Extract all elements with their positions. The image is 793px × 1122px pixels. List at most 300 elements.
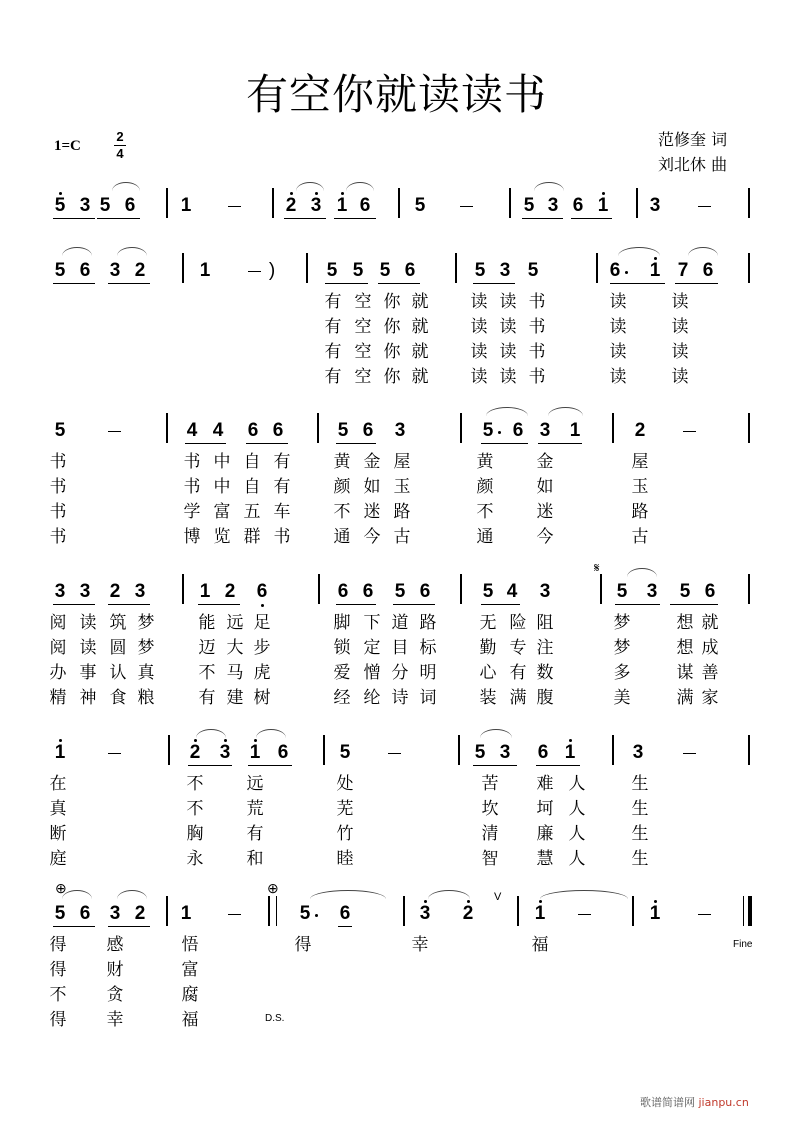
note: 1 [249,742,261,763]
lyric-syllable: 定 [363,638,381,658]
note: 6 [419,581,431,602]
note: 5 [337,420,349,441]
lyric-syllable: 梦 [613,613,631,633]
lyric-syllable: 智 [481,849,499,869]
note: 3 [499,742,511,763]
lyric-syllable: 梦 [137,613,155,633]
bar-line [166,413,168,443]
note: 3 [310,195,322,216]
lyric-syllable: 芜 [336,799,354,819]
note: 1 [564,742,576,763]
note: 5 [482,581,494,602]
lyric-syllable: 想 [676,638,694,658]
note: 4 [186,420,198,441]
ds-marking: D.S. [265,1013,285,1024]
lyric-syllable: 目 [391,638,409,658]
slur [310,890,386,899]
lyric-syllable: 空 [354,367,372,387]
lyric-syllable: 词 [419,688,437,708]
note: 6 [537,742,549,763]
note: 5 [379,260,391,281]
note: 1 [534,903,546,924]
lyric-syllable: 生 [631,774,649,794]
lyric-syllable: 读 [671,317,689,337]
lyric-syllable: 富 [181,960,199,980]
lyric-syllable: 今 [363,527,381,547]
lyric-syllable: 虎 [253,663,271,683]
lyric-syllable: 难 [536,774,554,794]
lyric-syllable: 书 [49,452,67,472]
lyric-syllable: 古 [393,527,411,547]
beam-underline [185,443,226,444]
octave-dot-above [254,739,257,742]
lyric-syllable: 不 [186,774,204,794]
lyric-syllable: 得 [294,935,312,955]
lyric-syllable: 远 [226,613,244,633]
augmentation-dot [498,431,501,434]
hold-dash [698,914,711,915]
bar-line [168,735,170,765]
note: 3 [109,260,121,281]
lyric-syllable: 路 [419,613,437,633]
bar-line [166,188,168,218]
lyric-syllable: 中 [213,477,231,497]
lyric-syllable: 你 [383,367,401,387]
lyric-syllable: 脚 [333,613,351,633]
lyric-syllable: 你 [383,342,401,362]
lyric-syllable: 纶 [363,688,381,708]
lyric-syllable: 不 [333,502,351,522]
lyric-syllable: 多 [613,663,631,683]
lyric-syllable: 贪 [106,985,124,1005]
lyric-syllable: 屋 [631,452,649,472]
lyric-syllable: 阻 [536,613,554,633]
lyric-syllable: 梦 [613,638,631,658]
octave-dot-above [59,739,62,742]
lyric-syllable: 建 [226,688,244,708]
lyric-syllable: 就 [411,292,429,312]
bar-line [636,188,638,218]
repeat-bar [276,896,277,926]
note: 3 [79,581,91,602]
note: 6 [272,420,284,441]
note: 6 [702,260,714,281]
lyric-syllable: 幸 [411,935,429,955]
segno-sign: 𝄋 [594,560,600,575]
beam-underline [378,283,420,284]
lyric-syllable: 诗 [391,688,409,708]
lyric-syllable: 不 [186,799,204,819]
beam-underline [246,443,288,444]
lyric-syllable: 空 [354,342,372,362]
octave-dot-above [424,900,427,903]
lyric-syllable: 成 [701,638,719,658]
lyric-syllable: 谋 [676,663,694,683]
lyric-syllable: 认 [109,663,127,683]
lyric-syllable: 人 [568,824,586,844]
lyric-syllable: 书 [273,527,291,547]
note: 5 [394,581,406,602]
lyric-syllable: 金 [363,452,381,472]
note: 3 [499,260,511,281]
beam-underline [336,604,376,605]
note: 5 [54,195,66,216]
lyric-syllable: 苦 [481,774,499,794]
lyric-syllable: 路 [393,502,411,522]
note: 5 [54,420,66,441]
hold-dash [460,206,473,207]
lyric-syllable: 读 [671,367,689,387]
octave-dot-above [224,739,227,742]
lyric-syllable: 竹 [336,824,354,844]
slur [117,890,147,899]
lyric-syllable: 颜 [476,477,494,497]
lyric-syllable: 梦 [137,638,155,658]
lyric-syllable: 勤 [479,638,497,658]
lyric-syllable: 标 [419,638,437,658]
hold-dash [228,206,241,207]
lyric-syllable: 清 [481,824,499,844]
beam-underline [338,926,352,927]
note: 2 [109,581,121,602]
lyric-syllable: 处 [336,774,354,794]
lyric-syllable: 生 [631,849,649,869]
lyric-syllable: 读 [79,613,97,633]
lyric-syllable: 憎 [363,663,381,683]
bar-line [318,574,320,604]
note: 2 [285,195,297,216]
bar-line [317,413,319,443]
lyric-syllable: 财 [106,960,124,980]
note: 7 [677,260,689,281]
bar-line [460,574,462,604]
bar-line [455,253,457,283]
lyric-syllable: 路 [631,502,649,522]
note: 3 [219,742,231,763]
note: 5 [482,420,494,441]
bar-line [403,896,405,926]
lyric-syllable: 通 [476,527,494,547]
note: 1 [180,903,192,924]
lyric-syllable: 树 [253,688,271,708]
slur [428,890,470,899]
lyric-syllable: 有 [198,688,216,708]
lyric-syllable: 读 [499,342,517,362]
watermark: 歌谱简谱网 jianpu.cn [640,1096,749,1109]
bar-line [748,413,750,443]
note: 2 [462,903,474,924]
lyric-syllable: 读 [609,342,627,362]
lyricist-credit: 范修奎 词 [658,130,728,149]
lyric-syllable: 书 [183,477,201,497]
lyric-syllable: 学 [183,502,201,522]
lyric-syllable: 断 [49,824,67,844]
beam-underline [325,283,368,284]
note: 3 [419,903,431,924]
note: 1 [569,420,581,441]
hold-dash [108,431,121,432]
lyric-syllable: 慧 [536,849,554,869]
lyric-syllable: 神 [79,688,97,708]
note: 2 [134,903,146,924]
song-title: 有空你就读读书 [245,70,547,119]
lyric-syllable: 富 [213,502,231,522]
lyric-syllable: 读 [470,367,488,387]
lyric-syllable: 不 [49,985,67,1005]
lyric-syllable: 博 [183,527,201,547]
lyric-syllable: 和 [246,849,264,869]
lyric-syllable: 就 [411,342,429,362]
note: 1 [649,260,661,281]
lyric-syllable: 荒 [246,799,264,819]
hold-dash [578,914,591,915]
octave-dot-above [569,739,572,742]
bar-line [748,735,750,765]
lyric-syllable: 坷 [536,799,554,819]
lyric-syllable: 马 [226,663,244,683]
beam-underline [571,218,612,219]
lyric-syllable: 装 [479,688,497,708]
lyric-syllable: 心 [479,663,497,683]
lyric-syllable: 得 [49,935,67,955]
note: 5 [474,260,486,281]
octave-dot-above [654,257,657,260]
note: 3 [649,195,661,216]
lyric-syllable: 永 [186,849,204,869]
lyric-syllable: 坎 [481,799,499,819]
note: 2 [224,581,236,602]
note: 2 [634,420,646,441]
lyric-syllable: 无 [479,613,497,633]
lyric-syllable: 读 [470,317,488,337]
note: 1 [336,195,348,216]
hold-dash [228,914,241,915]
lyric-syllable: 自 [243,477,261,497]
lyric-syllable: 迷 [363,502,381,522]
key-signature: 1=C [54,138,81,154]
note: 3 [54,581,66,602]
beam-underline [53,218,95,219]
composer-credit: 刘北休 曲 [658,155,728,174]
lyric-syllable: 有 [324,367,342,387]
note: 6 [512,420,524,441]
lyric-syllable: 能 [198,613,216,633]
lyric-syllable: 在 [49,774,67,794]
lyric-syllable: 腹 [536,688,554,708]
octave-dot-above [290,192,293,195]
lyric-syllable: 圆 [109,638,127,658]
note: 1 [199,581,211,602]
time-signature: 2 4 [114,130,126,161]
lyric-syllable: 有 [324,342,342,362]
slur [112,182,140,191]
bar-line [748,253,750,283]
lyric-syllable: 险 [509,613,527,633]
lyric-syllable: 专 [509,638,527,658]
bar-line [398,188,400,218]
note: 1 [199,260,211,281]
beam-underline [615,604,660,605]
lyric-syllable: 明 [419,663,437,683]
lyric-syllable: 读 [609,317,627,337]
note: 5 [616,581,628,602]
lyric-syllable: 读 [470,292,488,312]
lyric-syllable: 福 [181,1010,199,1030]
lyric-syllable: 有 [324,317,342,337]
bar-line [600,574,602,604]
note: 6 [79,260,91,281]
lyric-syllable: 庭 [49,849,67,869]
lyric-syllable: 远 [246,774,264,794]
lyric-syllable: 书 [528,317,546,337]
beam-underline [97,218,140,219]
lyric-syllable: 下 [363,613,381,633]
lyric-syllable: 书 [528,367,546,387]
lyric-syllable: 迷 [536,502,554,522]
bar-line [612,735,614,765]
lyric-syllable: 家 [701,688,719,708]
beam-underline [188,765,232,766]
note: 6 [572,195,584,216]
note: 5 [352,260,364,281]
lyric-syllable: 今 [536,527,554,547]
augmentation-dot [625,271,628,274]
note: 3 [539,581,551,602]
note: 1 [649,903,661,924]
slur [548,407,583,416]
note: 3 [79,195,91,216]
bar-line [612,413,614,443]
note: 3 [109,903,121,924]
lyric-syllable: 读 [499,317,517,337]
slur [486,407,528,416]
lyric-syllable: 睦 [336,849,354,869]
note: 5 [523,195,535,216]
final-bar-thin [743,896,744,926]
lyric-syllable: 满 [676,688,694,708]
slur [540,890,628,899]
lyric-syllable: 群 [243,527,261,547]
lyric-syllable: 步 [253,638,271,658]
beam-underline [198,604,240,605]
bar-line [596,253,598,283]
lyric-syllable: 读 [671,292,689,312]
lyric-syllable: 分 [391,663,409,683]
note: 5 [339,742,351,763]
lyric-syllable: 得 [49,1010,67,1030]
hold-dash [698,206,711,207]
lyric-syllable: 事 [79,663,97,683]
octave-dot-above [654,900,657,903]
lyric-syllable: 阅 [49,638,67,658]
beam-underline [675,283,718,284]
beam-underline [610,283,665,284]
lyric-syllable: 如 [363,477,381,497]
note: 5 [99,195,111,216]
bar-line [166,896,168,926]
lyric-syllable: 读 [671,342,689,362]
note: 3 [394,420,406,441]
lyric-syllable: 生 [631,799,649,819]
lyric-syllable: 读 [499,367,517,387]
slur [627,568,657,577]
lyric-syllable: 人 [568,774,586,794]
lyric-syllable: 道 [391,613,409,633]
octave-dot-above [59,192,62,195]
beam-underline [481,604,520,605]
note: 3 [134,581,146,602]
note: 5 [474,742,486,763]
lyric-syllable: 颜 [333,477,351,497]
lyric-syllable: 书 [49,502,67,522]
note: 5 [679,581,691,602]
beam-underline [336,443,376,444]
beam-underline [108,604,150,605]
octave-dot-above [539,900,542,903]
beam-underline [248,765,292,766]
note: 6 [277,742,289,763]
lyric-syllable: 五 [243,502,261,522]
note: 2 [189,742,201,763]
lyric-syllable: 筑 [109,613,127,633]
beam-underline [473,283,515,284]
note: 1 [597,195,609,216]
beam-underline [284,218,326,219]
note: 1 [180,195,192,216]
lyric-syllable: 感 [106,935,124,955]
note: 5 [54,260,66,281]
bar-line [182,253,184,283]
lyric-syllable: 注 [536,638,554,658]
slur [534,182,564,191]
lyric-syllable: 胸 [186,824,204,844]
lyric-syllable: 如 [536,477,554,497]
octave-dot-above [341,192,344,195]
lyric-syllable: 精 [49,688,67,708]
note: 6 [124,195,136,216]
note: 3 [547,195,559,216]
bar-line [323,735,325,765]
hold-dash [248,271,261,272]
lyric-syllable: 美 [613,688,631,708]
lyric-syllable: 玉 [393,477,411,497]
slur [618,247,660,256]
beam-underline [670,604,718,605]
beam-underline [481,443,528,444]
lyric-syllable: 人 [568,849,586,869]
lyric-syllable: 金 [536,452,554,472]
augmentation-dot [315,914,318,917]
lyric-syllable: 览 [213,527,231,547]
beam-underline [334,218,376,219]
hold-dash [388,753,401,754]
note: 5 [326,260,338,281]
lyric-syllable: 屋 [393,452,411,472]
lyric-syllable: 善 [701,663,719,683]
lyric-syllable: 黄 [476,452,494,472]
lyric-syllable: 有 [273,477,291,497]
close-paren: ) [268,260,276,281]
note: 3 [539,420,551,441]
bar-line [272,188,274,218]
lyric-syllable: 不 [476,502,494,522]
lyric-syllable: 满 [509,688,527,708]
lyric-syllable: 不 [198,663,216,683]
lyric-syllable: 书 [49,527,67,547]
note: 5 [527,260,539,281]
lyric-syllable: 经 [333,688,351,708]
lyric-syllable: 真 [49,799,67,819]
